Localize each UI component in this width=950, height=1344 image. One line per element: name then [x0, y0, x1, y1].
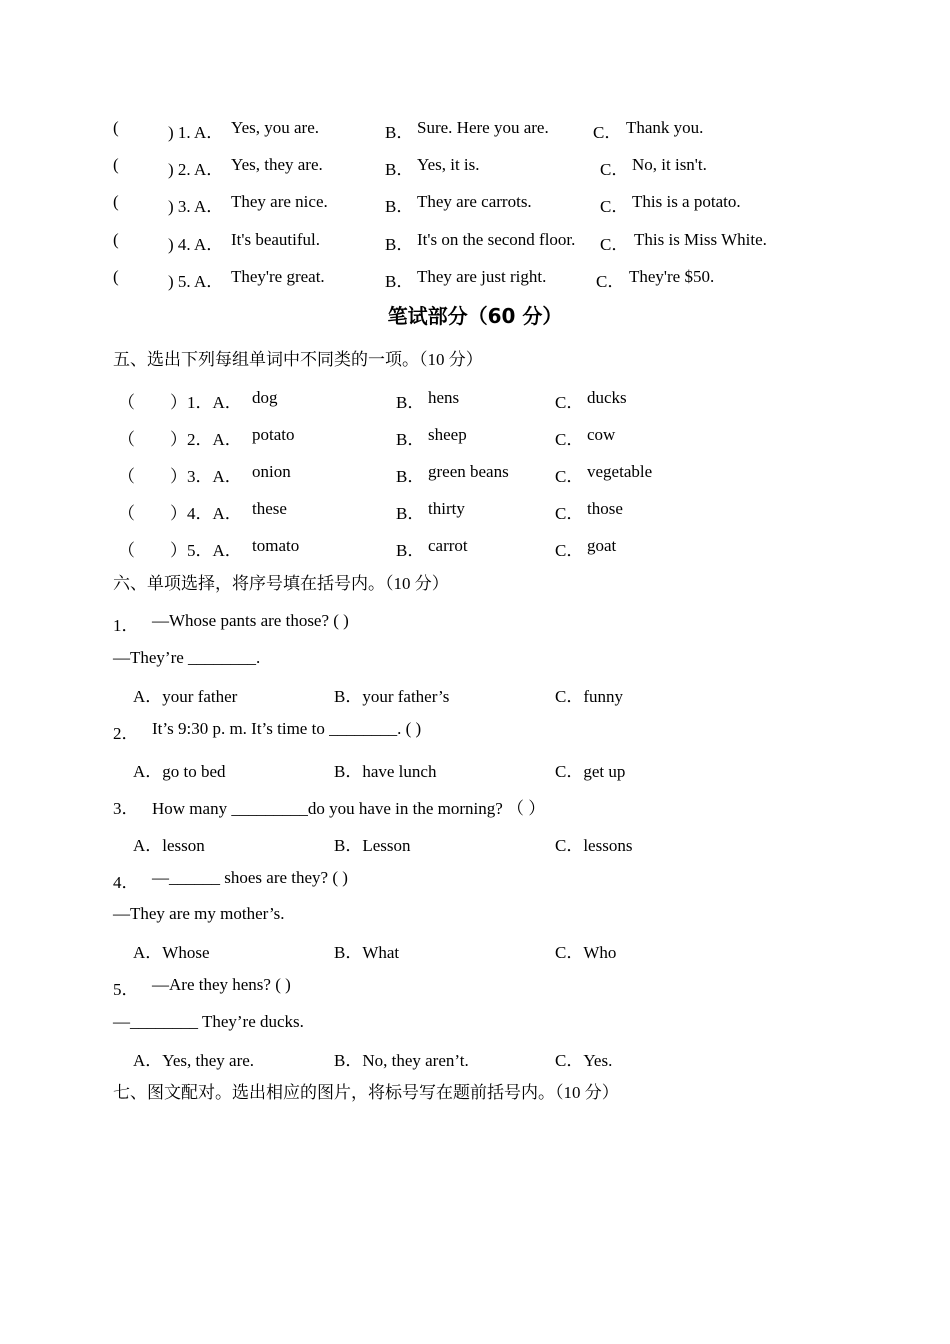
- option-b-label: B．: [396, 541, 425, 560]
- option-a: A．go to bed: [133, 762, 226, 781]
- option-b: thirty: [428, 499, 465, 518]
- option-a: onion: [252, 462, 291, 481]
- option-a: A．lesson: [133, 836, 205, 855]
- option-a: A．your father: [133, 687, 238, 706]
- option-c: cow: [587, 425, 616, 444]
- question-number: 2．: [113, 724, 139, 743]
- option-b: green beans: [428, 462, 509, 481]
- option-b: hens: [428, 388, 460, 407]
- answer-bracket-open[interactable]: (: [113, 118, 119, 137]
- section5-heading: 五、选出下列每组单词中不同类的一项。（10 分）: [113, 350, 483, 369]
- option-a: potato: [252, 425, 295, 444]
- option-c-label: C．: [600, 235, 629, 254]
- option-b: It's on the second floor.: [417, 230, 576, 249]
- option-b-label: B．: [396, 393, 425, 412]
- question-number: ) 4. A．: [168, 235, 224, 254]
- question-number: ）1．A．: [170, 393, 242, 412]
- option-c: those: [587, 499, 623, 518]
- section7-heading: 七、图文配对。选出相应的图片，将标号写在题前括号内。（10 分）: [113, 1083, 619, 1102]
- question-text: How many _________do you have in the morning? （ ）: [152, 799, 546, 818]
- question-text: —______ shoes are they? ( ): [152, 868, 348, 887]
- option-c-label: C．: [593, 123, 622, 142]
- question-reply: —________ They’re ducks.: [113, 1012, 304, 1031]
- option-b: B．Lesson: [334, 836, 411, 855]
- option-c-label: C．: [555, 393, 584, 412]
- option-c: This is a potato.: [632, 192, 741, 211]
- option-b: Yes, it is.: [417, 155, 480, 174]
- option-c-label: C．: [600, 160, 629, 179]
- option-b-label: B．: [396, 467, 425, 486]
- question-text: —Are they hens? ( ): [152, 975, 291, 994]
- option-c-label: C．: [600, 197, 629, 216]
- option-b-label: B．: [385, 197, 414, 216]
- written-part-title: 笔试部分（60 分）: [387, 304, 563, 328]
- question-number: ）2．A．: [170, 430, 242, 449]
- option-c-label: C．: [555, 467, 584, 486]
- option-c: goat: [587, 536, 617, 555]
- option-b: B．have lunch: [334, 762, 437, 781]
- option-c: Thank you.: [626, 118, 704, 137]
- option-a: A．Whose: [133, 943, 210, 962]
- answer-bracket-open[interactable]: (: [113, 267, 119, 286]
- option-b: They are carrots.: [417, 192, 532, 211]
- option-c: C．lessons: [555, 836, 633, 855]
- option-a: They are nice.: [231, 192, 328, 211]
- section6-heading: 六、单项选择，将序号填在括号内。（10 分）: [113, 574, 449, 593]
- option-b: carrot: [428, 536, 468, 555]
- question-number: 5．: [113, 980, 139, 999]
- option-a: these: [252, 499, 287, 518]
- option-c: This is Miss White.: [634, 230, 767, 249]
- answer-bracket-open[interactable]: （: [118, 393, 135, 412]
- option-a: A．Yes, they are.: [133, 1051, 255, 1070]
- option-b: B．What: [334, 943, 400, 962]
- question-reply: —They’re ________.: [113, 648, 261, 667]
- answer-bracket-open[interactable]: （: [118, 504, 135, 523]
- question-number: ) 3. A．: [168, 197, 224, 216]
- question-number: ）3．A．: [170, 467, 242, 486]
- option-a: dog: [252, 388, 278, 407]
- option-b-label: B．: [385, 123, 414, 142]
- question-text: —Whose pants are those? ( ): [152, 611, 349, 630]
- option-c: C．funny: [555, 687, 623, 706]
- option-c: They're $50.: [629, 267, 715, 286]
- question-number: 1．: [113, 616, 139, 635]
- question-number: ）4．A．: [170, 504, 242, 523]
- option-b-label: B．: [396, 430, 425, 449]
- option-a: They're great.: [231, 267, 325, 286]
- question-number: ) 1. A．: [168, 123, 224, 142]
- option-c-label: C．: [555, 504, 584, 523]
- option-a: Yes, they are.: [231, 155, 323, 174]
- option-c: C．Yes.: [555, 1051, 613, 1070]
- option-b: Sure. Here you are.: [417, 118, 549, 137]
- option-b: B．your father’s: [334, 687, 450, 706]
- answer-bracket-open[interactable]: (: [113, 155, 119, 174]
- option-c-label: C．: [555, 430, 584, 449]
- answer-bracket-open[interactable]: （: [118, 467, 135, 486]
- question-number: 3．: [113, 799, 139, 818]
- option-a: Yes, you are.: [231, 118, 319, 137]
- option-b: They are just right.: [417, 267, 547, 286]
- option-b-label: B．: [385, 235, 414, 254]
- question-number: ) 2. A．: [168, 160, 224, 179]
- option-b: B．No, they aren’t.: [334, 1051, 469, 1070]
- question-reply: —They are my mother’s.: [113, 904, 285, 923]
- option-a: tomato: [252, 536, 300, 555]
- question-number: ）5．A．: [170, 541, 242, 560]
- question-number: 4．: [113, 873, 139, 892]
- option-b-label: B．: [385, 160, 414, 179]
- option-c: vegetable: [587, 462, 653, 481]
- answer-bracket-open[interactable]: (: [113, 192, 119, 211]
- option-b: sheep: [428, 425, 467, 444]
- option-b-label: B．: [385, 272, 414, 291]
- question-number: ) 5. A．: [168, 272, 224, 291]
- option-c-label: C．: [596, 272, 625, 291]
- question-text: It’s 9:30 p. m. It’s time to ________. ( ): [152, 719, 422, 738]
- option-c: C．get up: [555, 762, 626, 781]
- answer-bracket-open[interactable]: （: [118, 430, 135, 449]
- option-c: C．Who: [555, 943, 617, 962]
- answer-bracket-open[interactable]: (: [113, 230, 119, 249]
- answer-bracket-open[interactable]: （: [118, 541, 135, 560]
- option-b-label: B．: [396, 504, 425, 523]
- option-c: No, it isn't.: [632, 155, 707, 174]
- option-c-label: C．: [555, 541, 584, 560]
- option-c: ducks: [587, 388, 627, 407]
- option-a: It's beautiful.: [231, 230, 320, 249]
